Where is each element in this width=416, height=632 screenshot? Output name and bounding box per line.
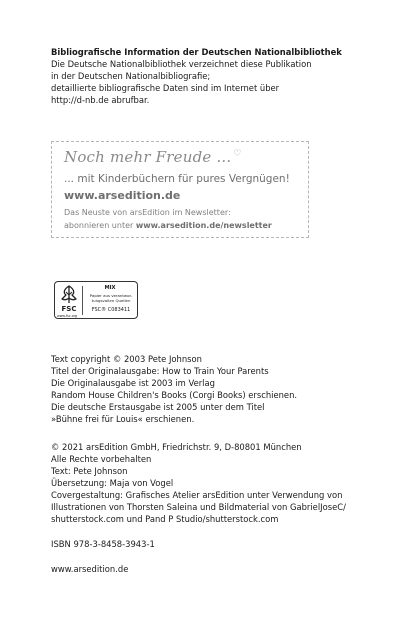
- publisher-website[interactable]: www.arsedition.de: [51, 564, 129, 574]
- promo-tagline: ... mit Kinderbüchern für pures Vergnügen!: [64, 173, 290, 185]
- biblio-line: detaillierte bibliografische Daten sind im Internet über: [51, 83, 280, 93]
- copyright-line: Übersetzung: Maja von Vogel: [51, 478, 174, 488]
- fsc-tree-logo-icon: [58, 284, 80, 314]
- biblio-heading: Bibliografische Information der Deutschen Nationalbibliothek: [51, 47, 342, 57]
- copyright-line: Random House Children's Books (Corgi Books) erschienen.: [51, 390, 298, 400]
- newsletter-link[interactable]: www.arsedition.de/newsletter: [135, 221, 272, 230]
- svg-text:FSC: FSC: [61, 305, 77, 313]
- copyright-line: »Bühne frei für Louis« erschienen.: [51, 414, 195, 424]
- copyright-line: Covergestaltung: Grafisches Atelier arsEdition unter Verwendung von: [51, 490, 343, 500]
- newsletter-text: Das Neuste von arsEdition im Newsletter:: [64, 208, 231, 217]
- copyright-line: Die Originalausgabe ist 2003 im Verlag: [51, 378, 215, 388]
- copyright-publisher: [51, 441, 381, 525]
- copyright-line: Die deutsche Erstausgabe ist 2005 unter dem Titel: [51, 402, 265, 412]
- fsc-description: tungsvollen Quellen: [91, 298, 131, 303]
- promo-website-link[interactable]: www.arsedition.de: [64, 189, 181, 202]
- fsc-code: FSC® C083411: [91, 307, 131, 313]
- bibliographic-info: [51, 46, 381, 106]
- fsc-label: [54, 281, 138, 319]
- biblio-line: Die Deutsche Nationalbibliothek verzeichnet diese Publikation: [51, 59, 312, 69]
- copyright-line: Alle Rechte vorbehalten: [51, 454, 152, 464]
- copyright-original: [51, 353, 381, 425]
- copyright-line: shutterstock.com und Pand P Studio/shutterstock.com: [51, 514, 279, 524]
- biblio-line: in der Deutschen Nationalbibliografie;: [51, 71, 211, 81]
- copyright-line: © 2021 arsEdition GmbH, Friedrichstr. 9, D-80801 München: [51, 442, 302, 452]
- fsc-mix: MIX: [104, 285, 116, 291]
- newsletter-subscribe: abonnieren unter www.arsedition.de/newsletter: [64, 221, 272, 230]
- copyright-line: Illustrationen von Thorsten Saleina und Bildmaterial von GabrielJoseC/: [51, 502, 346, 512]
- fsc-web: www.fsc.org: [57, 314, 77, 318]
- copyright-line: Text copyright © 2003 Pete Johnson: [51, 354, 202, 364]
- copyright-line: Text: Pete Johnson: [51, 466, 128, 476]
- heart-icon: ♡: [233, 149, 242, 159]
- fsc-description: Papier aus verantwor-: [89, 293, 133, 298]
- promo-box: [51, 141, 309, 238]
- copyright-line: Titel der Originalausgabe: How to Train Your Parents: [51, 366, 269, 376]
- biblio-line: http://d-nb.de abrufbar.: [51, 95, 150, 105]
- isbn: ISBN 978-3-8458-3943-1: [51, 539, 155, 549]
- promo-title: Noch mehr Freude ... ♡: [64, 148, 242, 166]
- fsc-divider: [82, 286, 83, 315]
